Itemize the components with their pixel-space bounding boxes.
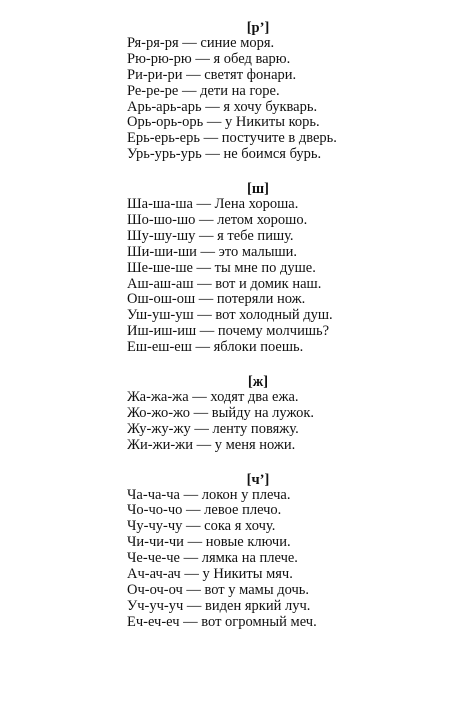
verse-line: Уш-уш-уш — вот холодный душ. (127, 307, 333, 324)
verse-list (127, 197, 447, 356)
verse-line: Ри-ри-ри — светят фонари. (127, 66, 297, 83)
section-ch (127, 472, 447, 631)
section-gap (127, 454, 447, 472)
section-sh (127, 181, 447, 356)
verse-line: Орь-орь-орь — у Никиты корь. (127, 114, 320, 131)
verse-list (127, 390, 447, 454)
page-content (127, 20, 447, 631)
verse-line: Жо-жо-жо — выйду на лужок. (127, 404, 315, 421)
verse-line: Ош-ош-ош — потеряли нож. (127, 291, 306, 308)
verse-line: Шо-шо-шо — летом хорошо. (127, 212, 308, 229)
verse-line: Ча-ча-ча — локон у плеча. (127, 486, 291, 503)
verse-line: Чо-чо-чо — левое плечо. (127, 502, 282, 519)
verse-line: Ач-ач-ач — у Никиты мяч. (127, 566, 293, 583)
verse-line: Уч-уч-уч — виден яркий луч. (127, 597, 311, 614)
verse-line: Еш-еш-еш — яблоки поешь. (127, 339, 304, 356)
verse-line: Ше-ше-ше — ты мне по душе. (127, 259, 316, 276)
verse-line: Ре-ре-ре — дети на горе. (127, 82, 280, 99)
verse-line: Жу-жу-жу — ленту повяжу. (127, 420, 299, 437)
verse-line: Ря-ря-ря — синие моря. (127, 35, 275, 51)
verse-line: Урь-урь-урь — не боимся бурь. (127, 146, 322, 163)
verse-line: Чи-чи-чи — новые ключи. (127, 534, 291, 551)
verse-line: Ши-ши-ши — это малыши. (127, 243, 298, 260)
section-heading: [р’] (246, 20, 270, 36)
section-r-soft (127, 20, 447, 163)
verse-line: Жи-жи-жи — у меня ножи. (127, 436, 296, 453)
verse-line: Рю-рю-рю — я обед варю. (127, 50, 291, 67)
verse-line: Шу-шу-шу — я тебе пишу. (127, 227, 294, 244)
verse-line: Ерь-ерь-ерь — постучите в дверь. (127, 130, 337, 147)
verse-line: Еч-еч-еч — вот огромный меч. (127, 613, 317, 630)
verse-line: Чу-чу-чу — сока я хочу. (127, 518, 276, 535)
section-heading: [ж] (247, 374, 269, 391)
verse-list (127, 36, 447, 163)
verse-line: Че-че-че — лямка на плече. (127, 550, 298, 567)
section-gap (127, 163, 447, 181)
verse-line: Аш-аш-аш — вот и домик наш. (127, 275, 322, 292)
verse-line: Жа-жа-жа — ходят два ежа. (127, 389, 299, 406)
verse-line: Иш-иш-иш — почему молчишь? (127, 323, 330, 340)
verse-line: Оч-оч-оч — вот у мамы дочь. (127, 581, 309, 598)
verse-list (127, 488, 447, 631)
section-zh (127, 374, 447, 454)
section-heading: [ш] (247, 181, 269, 198)
verse-line: Арь-арь-арь — я хочу букварь. (127, 98, 318, 115)
section-heading: [ч’] (246, 471, 270, 488)
section-gap (127, 356, 447, 374)
verse-line: Ша-ша-ша — Лена хороша. (127, 196, 299, 213)
